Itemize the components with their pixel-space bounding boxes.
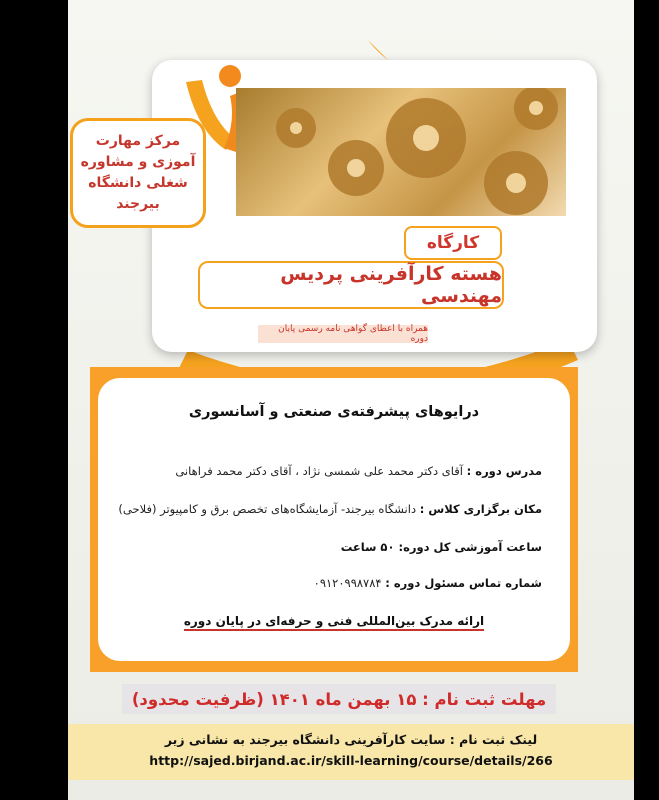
workshop-label: کارگاه	[426, 233, 480, 253]
certificate-text: ارائه مدرک بین‌المللی فنی و حرفه‌ای در پایان دوره	[184, 614, 484, 631]
workshop-label-box	[404, 226, 502, 260]
center-name: مرکز مهارت آموزی و مشاوره شغلی دانشگاه بیرجند	[80, 133, 196, 212]
center-name-box	[70, 118, 206, 228]
registration-url[interactable]: http://sajed.birjand.ac.ir/skill-learning/course/details/266	[149, 753, 553, 768]
workshop-title: هسته کارآفرینی پردیس مهندسی	[280, 263, 502, 307]
course-details-frame	[90, 367, 578, 672]
gears-image	[236, 88, 566, 216]
course-details-card	[98, 378, 570, 661]
registration-link-box	[68, 724, 634, 780]
venue-value: دانشگاه بیرجند- آزمایشگاه‌های تخصص برق و کامپیوتر (فلاحی)	[118, 502, 417, 516]
hours-row: ساعت آموزشی کل دوره: ۵۰ ساعت	[340, 540, 542, 554]
contact-row	[314, 576, 542, 590]
contact-label: شماره تماس مسئول دوره :	[385, 576, 542, 590]
certificate-line	[98, 614, 570, 628]
course-title: درایوهای پیشرفته‌ی صنعتی و آسانسوری	[188, 404, 480, 420]
instructor-value: آقای دکتر محمد علی شمسی نژاد ، آقای دکتر محمد فراهانی	[175, 464, 464, 478]
certificate-note: همراه با اعطای گواهی نامه رسمی پایان دوره	[258, 325, 428, 343]
workshop-title-box	[198, 261, 504, 309]
registration-caption: لینک ثبت نام : سایت کارآفرینی دانشگاه بیرجند به نشانی زیر	[164, 732, 538, 747]
instructor-row	[175, 464, 542, 478]
registration-deadline: مهلت ثبت نام : ۱۵ بهمن ماه ۱۴۰۱ (ظرفیت محدود)	[122, 684, 556, 714]
venue-row	[118, 502, 542, 516]
gears-icon	[236, 88, 566, 216]
contact-value: ۰۹۱۲۰۹۹۸۷۸۴	[313, 576, 382, 590]
instructor-label: مدرس دوره :	[466, 464, 542, 478]
venue-label: مکان برگزاری کلاس :	[419, 502, 542, 516]
poster	[68, 0, 634, 800]
